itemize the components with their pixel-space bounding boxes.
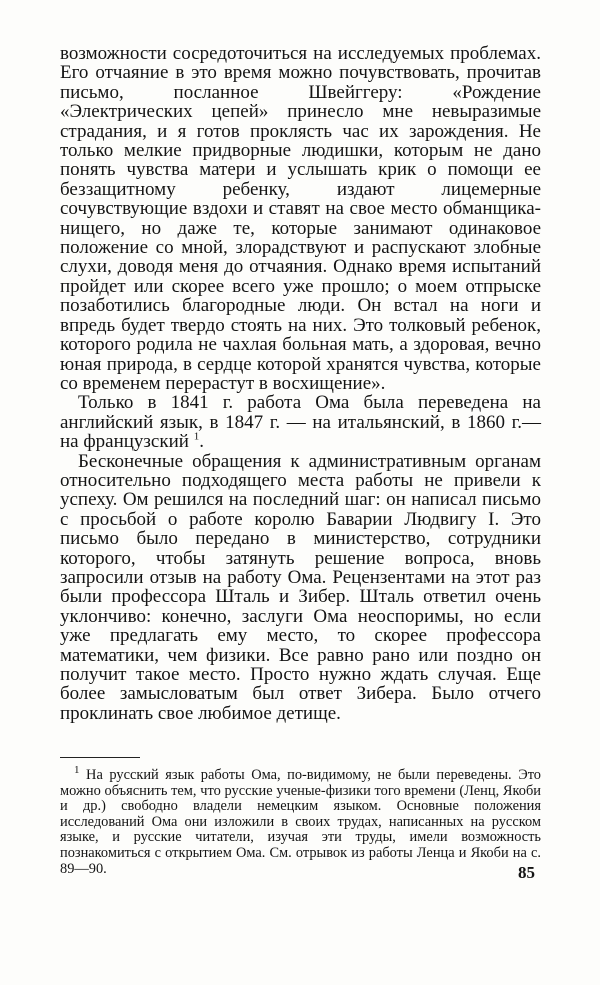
footnote-marker: 1 xyxy=(74,764,80,777)
paragraph-translations-text: Только в 1841 г. работа Ома была переведена на английский язык, в 1847 г. — на итальянский, в 1860 г.— на французский xyxy=(60,392,541,453)
main-text xyxy=(60,44,541,723)
paragraph-translations xyxy=(60,393,541,451)
page-number: 85 xyxy=(518,863,535,882)
paragraph-job-search: Бесконечные обращения к административным органам относительно подходящего места работы не привели к успеху. Ом решился на последний шаг: он написал письмо с просьбой о работе королю Баварии Людвигу I. Это письмо было передано в министерство, сотрудники которого, чтобы затянуть решение вопроса, вновь запросили отзыв на работу Ома. Рецензентами на этот раз были профессора Шталь и Зибер. Шталь ответил очень уклончиво: конечно, заслуги Ома неоспоримы, но если уже предлагать ему место, то скорее профессора математики, чем физики. Все равно рано или поздно он получит такое место. Просто нужно ждать случая. Еще более замысловатым был ответ Зибера. Было отчего проклинать свое любимое детище. xyxy=(60,450,541,724)
footnote-text: На русский язык работы Ома, по-видимому, не были переведены. Это можно объяснить тем, что русские ученые-физики того времени (Ленц, Якоби и др.) свободно владели немецким языком. Основные положения исследований Ома они изложили в своих трудах, написанных на русском языке, и русские читатели, изучая эти труды, имели возможность познакомиться с открытием Ома. См. отрывок из работы Ленца и Якоби на с. 89—90. xyxy=(60,767,541,877)
paragraph-translations-tail: . xyxy=(199,431,204,453)
paragraph-letter-quote: возможности сосредоточиться на исследуемых проблемах. Его отчаяние в это время можно почувствовать, прочитав письмо, посланное Швейггеру: «Рождение «Электрических цепей» принесло мне невыразимые страдания, и я готов проклясть час их зарождения. Не только мелкие придворные людишки, которым не дано понять чувства матери и услышать крик о помощи ее беззащитному ребенку, издают лицемерные сочувствующие вздохи и ставят на свое место обманщика-нищего, но даже те, которые занимают одинаковое положение со мной, злорадствуют и распускают злобные слухи, доводя меня до отчаяния. Однако время испытаний пройдет или скорее всего уже прошло; о моем отпрыске позаботились благородные люди. Он встал на ноги и впредь будет твердо стоять на них. Это толковый ребенок, которого родила не чахлая больная мать, а здоровая, вечно юная природа, в сердце которой хранятся чувства, которые со временем перерастут в восхищение». xyxy=(60,43,541,394)
footnote-reference: 1 xyxy=(193,430,200,443)
footnote-separator xyxy=(60,757,140,758)
footnote xyxy=(60,764,541,877)
